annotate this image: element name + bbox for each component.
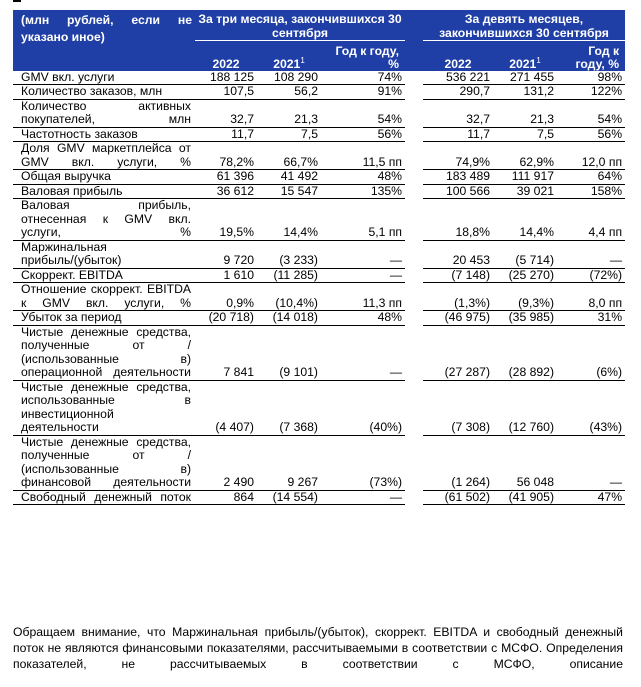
cell-n22: (61 502) — [423, 490, 493, 505]
cell-q22: 36 612 — [195, 184, 257, 199]
cell-n21: (5 714) — [493, 240, 557, 268]
column-gap — [405, 240, 423, 268]
period-9m-header: За девять месяцев, закончившихся 30 сентября — [423, 10, 625, 41]
cell-q22: 78,2% — [195, 142, 257, 170]
row-label: Свободный денежный поток — [13, 490, 195, 505]
cell-q22: 1 610 — [195, 268, 257, 283]
cell-q21: 14,4% — [257, 199, 321, 241]
cell-q21: 7,5 — [257, 127, 321, 142]
column-gap — [405, 311, 423, 326]
column-gap — [405, 127, 423, 142]
cell-n22: 18,8% — [423, 199, 493, 241]
cell-qyoy: 135% — [321, 184, 405, 199]
row-label: Частотность заказов — [13, 127, 195, 142]
cell-qyoy: — — [321, 325, 405, 380]
cell-nyoy: 8,0 пп — [557, 283, 625, 311]
cell-n22: 20 453 — [423, 240, 493, 268]
col-9m-yoy: Год к году, % — [557, 41, 625, 71]
cell-n21: (25 270) — [493, 268, 557, 283]
row-label: Общая выручка — [13, 170, 195, 185]
cell-nyoy: 98% — [557, 71, 625, 85]
cell-qyoy: 11,5 пп — [321, 142, 405, 170]
footnote-mark: 1 — [536, 55, 541, 65]
cell-nyoy: 122% — [557, 85, 625, 100]
cell-n21: 56 048 — [493, 435, 557, 490]
cell-n21: 271 455 — [493, 71, 557, 85]
cell-q21: 21,3 — [257, 99, 321, 127]
col-9m-2022: 2022 — [423, 41, 493, 71]
cell-n22: 183 489 — [423, 170, 493, 185]
table-row — [13, 142, 625, 170]
cell-q21: (9 101) — [257, 325, 321, 380]
column-gap — [405, 170, 423, 185]
cell-n22: (1 264) — [423, 435, 493, 490]
cell-nyoy: 64% — [557, 170, 625, 185]
cell-q22: 2 490 — [195, 435, 257, 490]
cell-qyoy: 11,3 пп — [321, 283, 405, 311]
cell-qyoy: 48% — [321, 170, 405, 185]
cell-n21: 62,9% — [493, 142, 557, 170]
cell-n22: (1,3%) — [423, 283, 493, 311]
cell-q21: (14 018) — [257, 311, 321, 326]
table-row — [13, 184, 625, 199]
cell-n22: 536 221 — [423, 71, 493, 85]
cell-q21: (14 554) — [257, 490, 321, 505]
table-row — [13, 85, 625, 100]
column-gap — [405, 71, 423, 85]
column-gap — [405, 380, 423, 435]
column-gap — [405, 283, 423, 311]
row-label: Валовая прибыль, отнесенная к GMV вкл. услуги, % — [13, 199, 195, 241]
cell-nyoy: (43%) — [557, 380, 625, 435]
col-3m-2022: 2022 — [195, 41, 257, 71]
financial-highlights-table — [13, 10, 625, 505]
row-label: Маржинальная прибыль/(убыток) — [13, 240, 195, 268]
table-row — [13, 199, 625, 241]
row-label: GMV вкл. услуги — [13, 71, 195, 85]
row-label: Чистые денежные средства, полученные от / (использованные в) финансовой деятельности — [13, 435, 195, 490]
cell-q22: 864 — [195, 490, 257, 505]
table-row — [13, 240, 625, 268]
column-gap — [405, 99, 423, 127]
row-label: Чистые денежные средства, использованные в инвестиционной деятельности — [13, 380, 195, 435]
cell-qyoy: (40%) — [321, 380, 405, 435]
cell-q21: 41 492 — [257, 170, 321, 185]
table-row — [13, 170, 625, 185]
table-row — [13, 71, 625, 85]
cell-q21: 9 267 — [257, 435, 321, 490]
header-row-periods — [13, 10, 625, 41]
cell-q21: 108 290 — [257, 71, 321, 85]
units-label: (млн рублей, если не указано иное) — [13, 10, 195, 71]
cell-q22: 188 125 — [195, 71, 257, 85]
column-gap — [405, 490, 423, 505]
table-row — [13, 311, 625, 326]
cell-qyoy: — — [321, 268, 405, 283]
cell-q21: (7 368) — [257, 380, 321, 435]
cell-q22: (20 718) — [195, 311, 257, 326]
row-label: Количество заказов, млн — [13, 85, 195, 100]
cell-n21: 39 021 — [493, 184, 557, 199]
column-gap — [405, 142, 423, 170]
cell-q22: 107,5 — [195, 85, 257, 100]
footnote-text: Обращаем внимание, что Маржинальная прибыль/(убыток), скоррект. EBITDA и свободный денежный поток не являются финансовыми показателями, рассчитываемыми в соответствии с МСФО. Определения показателей, не рассчитываемых в соответствии с МСФО, описание — [13, 625, 623, 671]
cell-qyoy: 74% — [321, 71, 405, 85]
cell-nyoy: 54% — [557, 99, 625, 127]
cell-qyoy: 91% — [321, 85, 405, 100]
cell-nyoy: (72%) — [557, 268, 625, 283]
cell-q22: 61 396 — [195, 170, 257, 185]
footnote-mark: 1 — [300, 55, 305, 65]
cell-n22: 11,7 — [423, 127, 493, 142]
cell-n21: (41 905) — [493, 490, 557, 505]
cell-q21: 15 547 — [257, 184, 321, 199]
cell-n21: (12 760) — [493, 380, 557, 435]
cell-nyoy: — — [557, 240, 625, 268]
cell-q21: (3 233) — [257, 240, 321, 268]
cell-nyoy: 158% — [557, 184, 625, 199]
col-3m-2021: 2021$^1$ — [257, 41, 321, 71]
row-label: Отношение скоррект. EBITDA к GMV вкл. услуги, % — [13, 283, 195, 311]
cell-q22: 32,7 — [195, 99, 257, 127]
cell-q21: (10,4%) — [257, 283, 321, 311]
cell-n22: (7 308) — [423, 380, 493, 435]
cell-nyoy: — — [557, 435, 625, 490]
column-gap — [405, 10, 423, 71]
cell-q22: 9 720 — [195, 240, 257, 268]
cell-q22: (4 407) — [195, 380, 257, 435]
cell-n21: 111 917 — [493, 170, 557, 185]
cell-n21: 131,2 — [493, 85, 557, 100]
cell-nyoy: 4,4 пп — [557, 199, 625, 241]
cell-q22: 7 841 — [195, 325, 257, 380]
table-row — [13, 380, 625, 435]
cell-qyoy: 5,1 пп — [321, 199, 405, 241]
column-gap — [405, 184, 423, 199]
column-gap — [405, 325, 423, 380]
cell-qyoy: — — [321, 240, 405, 268]
cell-q21: 56,2 — [257, 85, 321, 100]
cell-q21: (11 285) — [257, 268, 321, 283]
cell-n21: (28 892) — [493, 325, 557, 380]
column-gap — [405, 435, 423, 490]
cell-q22: 11,7 — [195, 127, 257, 142]
cell-qyoy: 54% — [321, 99, 405, 127]
cell-nyoy: 47% — [557, 490, 625, 505]
cell-qyoy: 48% — [321, 311, 405, 326]
column-gap — [405, 85, 423, 100]
cell-qyoy: (73%) — [321, 435, 405, 490]
cell-n22: 290,7 — [423, 85, 493, 100]
row-label: Убыток за период — [13, 311, 195, 326]
cell-n21: 7,5 — [493, 127, 557, 142]
cell-n22: (46 975) — [423, 311, 493, 326]
column-gap — [405, 199, 423, 241]
row-label: Количество активных покупателей, млн — [13, 99, 195, 127]
cell-nyoy: (6%) — [557, 325, 625, 380]
row-label: Чистые денежные средства, полученные от / (использованные в) операционной деятельности — [13, 325, 195, 380]
cell-qyoy: 56% — [321, 127, 405, 142]
table-row — [13, 99, 625, 127]
cell-q22: 0,9% — [195, 283, 257, 311]
table-row — [13, 325, 625, 380]
cell-n21: 21,3 — [493, 99, 557, 127]
cell-nyoy: 56% — [557, 127, 625, 142]
cell-n22: (27 287) — [423, 325, 493, 380]
cell-n22: 74,9% — [423, 142, 493, 170]
col-3m-yoy: Год к году, % — [321, 41, 405, 71]
top-rule — [13, 0, 21, 2]
financial-table-container — [13, 10, 625, 505]
cell-n22: (7 148) — [423, 268, 493, 283]
table-row — [13, 127, 625, 142]
table-row — [13, 268, 625, 283]
cell-nyoy: 12,0 пп — [557, 142, 625, 170]
cell-n22: 100 566 — [423, 184, 493, 199]
cell-q22: 19,5% — [195, 199, 257, 241]
table-row — [13, 490, 625, 505]
cell-n22: 32,7 — [423, 99, 493, 127]
cell-nyoy: 31% — [557, 311, 625, 326]
row-label: Валовая прибыль — [13, 184, 195, 199]
table-row — [13, 283, 625, 311]
cell-q21: 66,7% — [257, 142, 321, 170]
period-3m-header: За три месяца, закончившихся 30 сентября — [195, 10, 405, 41]
column-gap — [405, 268, 423, 283]
cell-n21: (35 985) — [493, 311, 557, 326]
row-label: Доля GMV маркетплейса от GMV вкл. услуги, % — [13, 142, 195, 170]
col-9m-2021: 2021$^1$ — [493, 41, 557, 71]
cell-n21: 14,4% — [493, 199, 557, 241]
cell-qyoy: — — [321, 490, 405, 505]
table-row — [13, 435, 625, 490]
cell-n21: (9,3%) — [493, 283, 557, 311]
row-label: Скоррект. EBITDA — [13, 268, 195, 283]
